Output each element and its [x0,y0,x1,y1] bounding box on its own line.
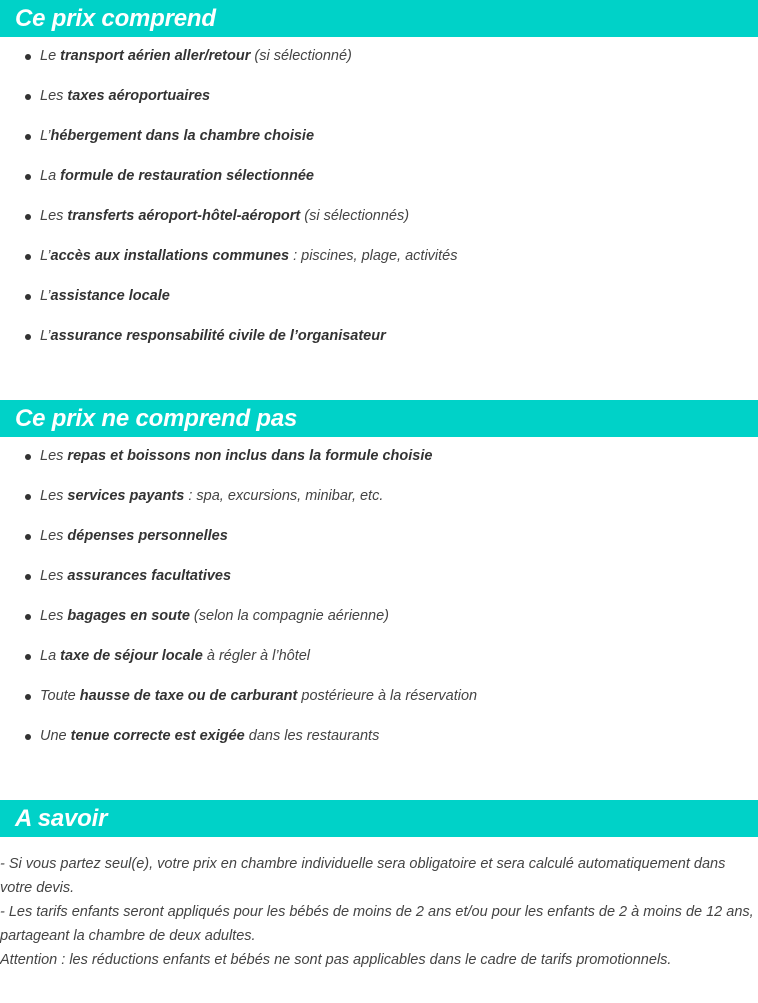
item-highlight: formule de restauration sélectionnée [60,168,314,184]
item-prefix: Les [40,488,68,504]
item-suffix: (si sélectionnés) [300,208,410,224]
list-item [0,717,758,757]
list-item [0,37,758,77]
item-prefix: La [40,168,61,184]
excluded-list [0,437,758,757]
item-highlight: tenue correcte est exigée [70,728,245,744]
item-suffix: à régler à l’hôtel [202,648,311,664]
item-prefix: L’ [40,328,51,344]
savoir-header [0,800,758,837]
list-item [0,277,758,317]
list-item [0,197,758,237]
item-highlight: transferts aéroport-hôtel-aéroport [67,208,301,224]
savoir-text [0,837,758,972]
savoir-line: Attention : les réductions enfants et bébés ne sont pas applicables dans le cadre de tarifs promotionnels. [0,952,672,968]
excluded-section [0,400,758,757]
item-highlight: assistance locale [50,288,170,304]
savoir-section [0,800,758,972]
list-item [0,477,758,517]
item-suffix: postérieure à la réservation [297,688,478,704]
included-section [0,0,758,357]
item-highlight: taxe de séjour locale [60,648,203,664]
item-highlight: assurances facultatives [67,568,232,584]
item-prefix: Les [40,448,68,464]
item-highlight: accès aux installations communes [50,248,290,264]
item-prefix: Les [40,568,68,584]
savoir-line: - Les tarifs enfants seront appliqués pour les bébés de moins de 2 ans et/ou pour les enfants de 2 à moins de 12 ans, partageant la chambre de deux adultes. [0,904,754,944]
excluded-header [0,400,758,437]
list-item [0,637,758,677]
excluded-title: Ce prix ne comprend pas [15,404,298,432]
list-item [0,597,758,637]
item-prefix: Une [40,728,71,744]
item-prefix: Les [40,208,68,224]
list-item [0,317,758,357]
item-highlight: transport aérien aller/retour [60,48,251,64]
list-item [0,677,758,717]
item-prefix: Les [40,88,68,104]
item-prefix: Toute [40,688,80,704]
item-highlight: bagages en soute [67,608,190,624]
included-list [0,37,758,357]
included-title: Ce prix comprend [15,4,216,32]
item-highlight: services payants [67,488,185,504]
item-prefix: La [40,648,61,664]
list-item [0,117,758,157]
item-prefix: L’ [40,128,51,144]
list-item [0,437,758,477]
savoir-line: - Si vous partez seul(e), votre prix en chambre individuelle sera obligatoire et sera calculé automatiquement dans votre devis. [0,856,726,896]
item-prefix: Le [40,48,61,64]
item-highlight: hébergement dans la chambre choisie [50,128,315,144]
list-item [0,77,758,117]
item-highlight: dépenses personnelles [67,528,228,544]
item-suffix: (selon la compagnie aérienne) [189,608,389,624]
item-prefix: L’ [40,248,51,264]
item-suffix: : spa, excursions, minibar, etc. [184,488,384,504]
item-prefix: L’ [40,288,51,304]
item-prefix: Les [40,528,68,544]
item-prefix: Les [40,608,68,624]
item-highlight: taxes aéroportuaires [67,88,211,104]
item-highlight: repas et boissons non inclus dans la formule choisie [67,448,433,464]
item-highlight: hausse de taxe ou de carburant [79,688,298,704]
list-item [0,557,758,597]
savoir-title: A savoir [15,804,108,832]
item-suffix: (si sélectionné) [250,48,352,64]
list-item [0,517,758,557]
item-suffix: dans les restaurants [244,728,380,744]
list-item [0,237,758,277]
item-suffix: : piscines, plage, activités [289,248,458,264]
list-item [0,157,758,197]
included-header [0,0,758,37]
item-highlight: assurance responsabilité civile de l’organisateur [50,328,386,344]
